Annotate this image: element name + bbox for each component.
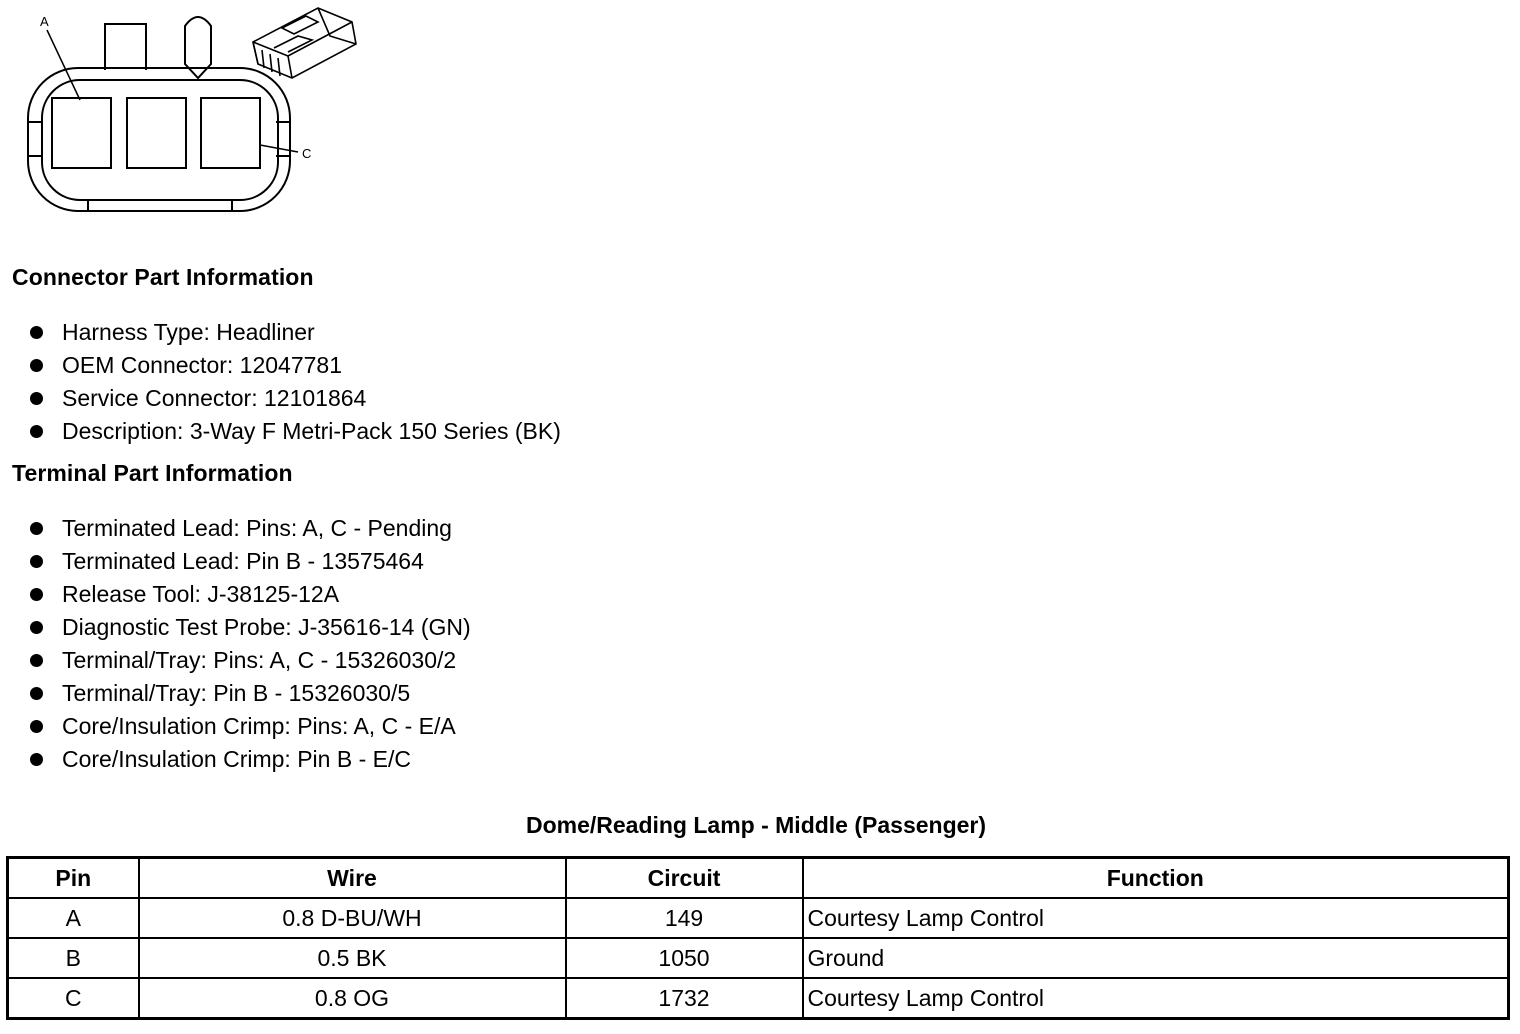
list-item [28, 677, 471, 710]
list-item [28, 349, 561, 382]
list-item-text: Terminated Lead: Pins: A, C - Pending [62, 515, 452, 541]
pin-c-label: C [302, 146, 312, 161]
list-item-text: Harness Type: Headliner [62, 319, 315, 345]
list-item [28, 512, 471, 545]
list-item [28, 743, 471, 776]
list-item [28, 611, 471, 644]
header-pin: Pin [8, 858, 139, 899]
connector-3d-sketch [253, 8, 356, 78]
list-item-text: Terminated Lead: Pin B - 13575464 [62, 548, 424, 574]
cell-wire: 0.8 D-BU/WH [139, 898, 566, 938]
connector-housing-outer [28, 68, 290, 211]
cavity-c [201, 98, 260, 168]
bullet-icon [30, 753, 43, 766]
bullet-icon [30, 588, 43, 601]
cell-circuit: 1050 [566, 938, 803, 978]
list-item [28, 644, 471, 677]
table-header-row [8, 858, 1509, 899]
pinout-table [6, 856, 1510, 1020]
list-item-text: Description: 3-Way F Metri-Pack 150 Series (BK) [62, 418, 561, 444]
list-item [28, 316, 561, 349]
header-wire: Wire [139, 858, 566, 899]
list-item-text: Diagnostic Test Probe: J-35616-14 (GN) [62, 614, 471, 640]
bullet-icon [30, 359, 43, 372]
bullet-icon [30, 654, 43, 667]
list-item-text: Release Tool: J-38125-12A [62, 581, 340, 607]
bullet-icon [30, 326, 43, 339]
bullet-icon [30, 392, 43, 405]
header-circuit: Circuit [566, 858, 803, 899]
cell-function: Courtesy Lamp Control [803, 978, 1509, 1019]
connector-part-info-list [28, 316, 561, 448]
bullet-icon [30, 621, 43, 634]
terminal-part-info-list [28, 512, 471, 776]
pinout-table-caption: Dome/Reading Lamp - Middle (Passenger) [525, 812, 987, 838]
header-function: Function [803, 858, 1509, 899]
list-item [28, 415, 561, 448]
bullet-icon [30, 555, 43, 568]
cell-function: Ground [803, 938, 1509, 978]
cell-wire: 0.8 OG [139, 978, 566, 1019]
list-item [28, 382, 561, 415]
connector-diagram [0, 0, 380, 225]
table-row [8, 978, 1509, 1019]
list-item-text: Terminal/Tray: Pin B - 15326030/5 [62, 680, 411, 706]
table-row [8, 938, 1509, 978]
cavity-a [52, 98, 111, 168]
list-item [28, 578, 471, 611]
cell-circuit: 1732 [566, 978, 803, 1019]
cell-pin: B [8, 938, 139, 978]
connector-key-tab [105, 24, 146, 70]
cell-pin: C [8, 978, 139, 1019]
bullet-icon [30, 720, 43, 733]
cavity-b [127, 98, 186, 168]
bullet-icon [30, 522, 43, 535]
list-item [28, 710, 471, 743]
list-item-text: OEM Connector: 12047781 [62, 352, 343, 378]
list-item-text: Core/Insulation Crimp: Pin B - E/C [62, 746, 411, 772]
pin-a-label: A [40, 14, 49, 29]
cell-wire: 0.5 BK [139, 938, 566, 978]
table-row [8, 898, 1509, 938]
terminal-part-info-title: Terminal Part Information [12, 460, 293, 486]
cell-pin: A [8, 898, 139, 938]
list-item-text: Core/Insulation Crimp: Pins: A, C - E/A [62, 713, 456, 739]
cell-function: Courtesy Lamp Control [803, 898, 1509, 938]
bullet-icon [30, 687, 43, 700]
connector-part-info-title: Connector Part Information [12, 264, 314, 290]
cell-circuit: 149 [566, 898, 803, 938]
list-item-text: Service Connector: 12101864 [62, 385, 367, 411]
list-item [28, 545, 471, 578]
bullet-icon [30, 425, 43, 438]
list-item-text: Terminal/Tray: Pins: A, C - 15326030/2 [62, 647, 457, 673]
